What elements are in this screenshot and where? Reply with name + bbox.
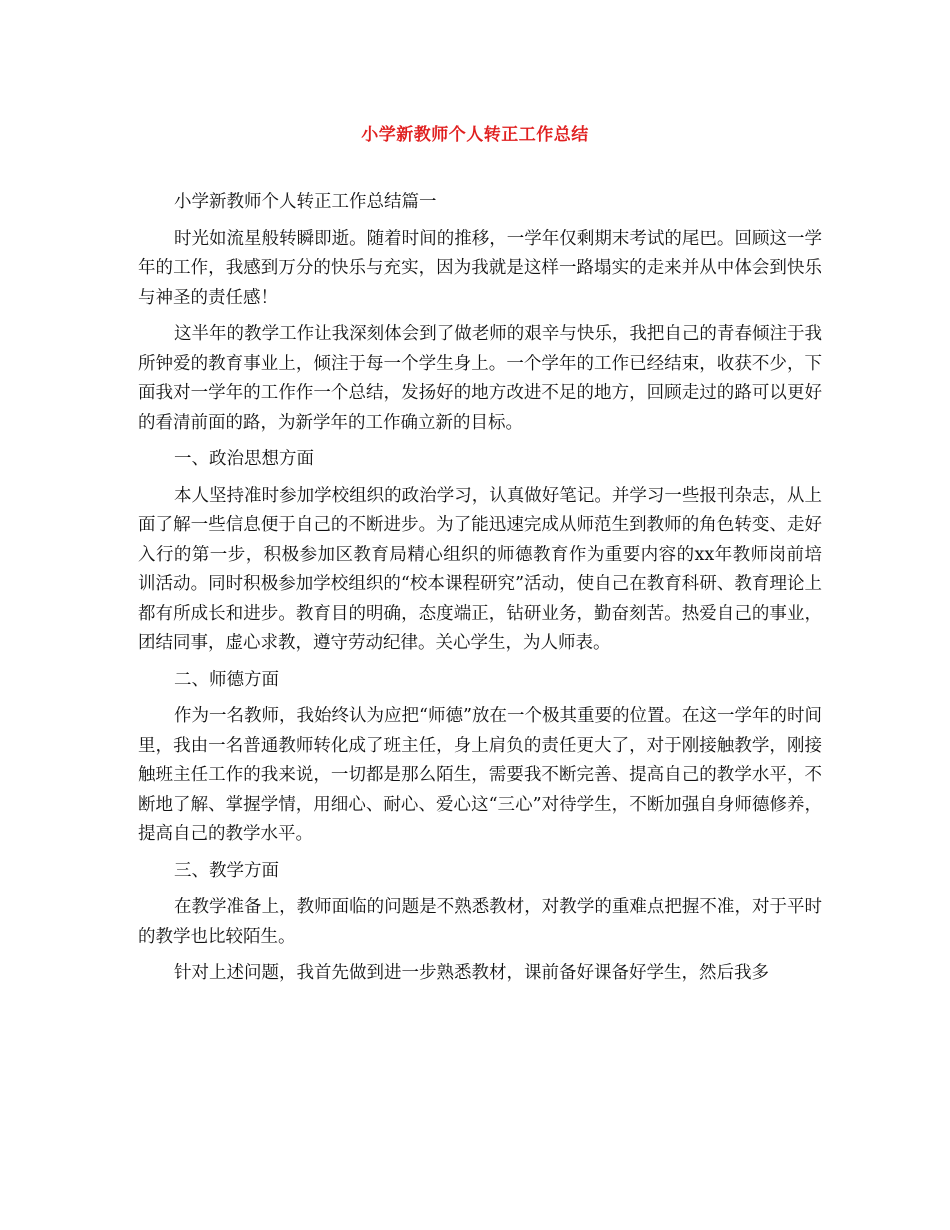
section-heading: 三、教学方面 <box>174 860 279 881</box>
body-paragraph: 针对上述问题，我首先做到进一步熟悉教材，课前备好课备好学生，然后我多 <box>174 963 769 983</box>
subtitle-paragraph: 小学新教师个人转正工作总结篇一 <box>174 192 437 212</box>
section-heading: 一、政治思想方面 <box>174 449 314 469</box>
body-paragraph: 在教学准备上，教师面临的问题是不熟悉教材，对教学的重难点把握不准，对于平时的教学也比较陌生。 <box>138 897 822 947</box>
body-paragraph: 这半年的教学工作让我深刻体会到了做老师的艰辛与快乐，我把自己的青春倾注于我所钟爱的教育事业上，倾注于每一个学生身上。一个学年的工作已经结束，收获不少，下面我对一学年的工作作一个总结，发扬好的地方改进不足的地方，回顾走过的路可以更好的看清前面的路，为新学年的工作确立新的目标。 <box>138 324 822 433</box>
document-body <box>138 188 822 989</box>
body-paragraph: 作为一名教师，我始终认为应把“师德”放在一个极其重要的位置。在这一学年的时间里，我由一名普通教师转化成了班主任，身上肩负的责任更大了，对于刚接触教学，刚接触班主任工作的我来说，一切都是那么陌生，需要我不断完善、提高自己的教学水平，不断地了解、掌握学情，用细心、耐心、爱心这“三心”对待学生，不断加强自身师德修养，提高自己的教学水平。 <box>138 706 822 844</box>
section-heading: 二、师德方面 <box>174 669 279 690</box>
body-paragraph: 本人坚持准时参加学校组织的政治学习，认真做好笔记。并学习一些报刊杂志，从上面了解一些信息便于自己的不断进步。为了能迅速完成从师范生到教师的角色转变、走好入行的第一步，积极参加区教育局精心组织的师德教育作为重要内容的xx年教师岗前培训活动。同时积极参加学校组织的“校本课程研究”活动，使自己在教育科研、教育理论上都有所成长和进步。教育目的明确，态度端正，钻研业务，勤奋刻苦。热爱自己的事业，团结同事，虚心求教，遵守劳动纪律。关心学生，为人师表。 <box>138 485 822 653</box>
document-title: 小学新教师个人转正工作总结 <box>361 125 589 145</box>
body-paragraph: 时光如流星般转瞬即逝。随着时间的推移，一学年仅剩期末考试的尾巴。回顾这一学年的工作，我感到万分的快乐与充实，因为我就是这样一路塌实的走来并从中体会到快乐与神圣的责任感！ <box>138 228 822 308</box>
